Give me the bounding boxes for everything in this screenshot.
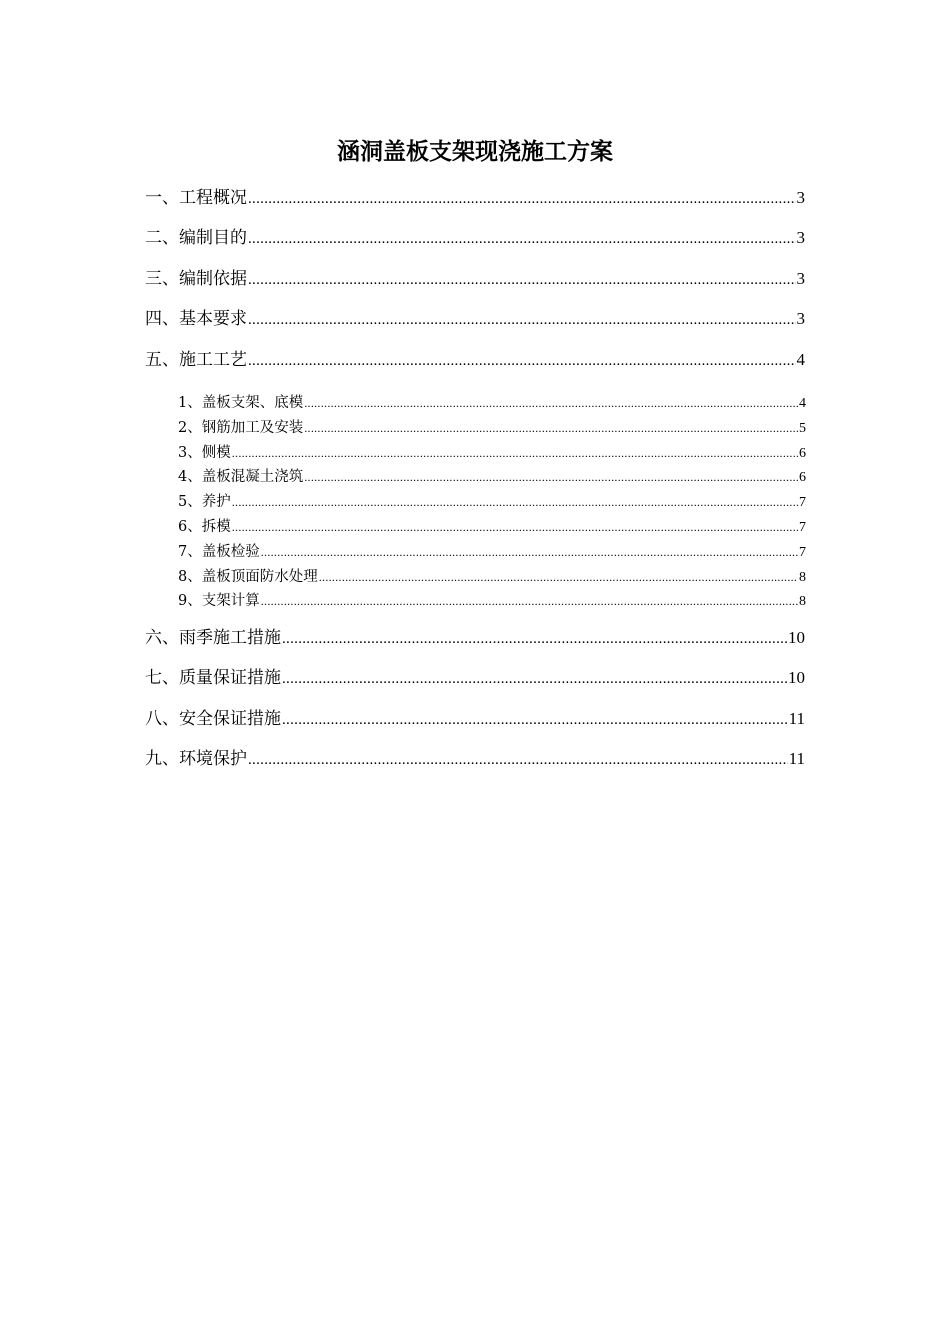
toc-entry-section-9[interactable] [145,747,805,772]
toc-dot-leader [261,542,798,562]
toc-page-number: 7 [799,545,806,560]
toc-dot-leader [248,308,796,332]
toc-dot-leader [248,748,788,772]
toc-dot-leader [248,349,796,373]
toc-dot-leader [248,227,796,251]
toc-page-number: 3 [796,228,805,247]
toc-entry-label: 五、施工工艺 [145,350,247,370]
toc-dot-leader [304,393,798,413]
toc-page-number: 11 [788,709,805,728]
toc-page-number: 3 [796,269,805,288]
toc-entry-section-7[interactable] [145,666,805,691]
toc-entry-section-6[interactable] [145,626,805,651]
toc-entry-label: 8、盖板顶面防水处理 [178,569,318,585]
toc-entry-section-2[interactable] [145,226,805,251]
toc-entry-label: 一、工程概况 [145,188,247,208]
toc-entry-label: 九、环境保护 [145,749,247,769]
toc-dot-leader [319,567,798,587]
toc-dot-leader [282,667,787,691]
toc-entry-section-3[interactable] [145,267,805,292]
toc-dot-leader [304,418,798,438]
toc-page-number: 10 [788,628,805,647]
toc-page-number: 6 [799,446,806,461]
toc-page-number: 3 [796,188,805,207]
toc-entry-label: 2、钢筋加工及安装 [178,420,304,436]
toc-entry-subsection-8[interactable] [178,567,806,588]
toc-dot-leader [232,517,798,537]
toc-entry-label: 6、拆模 [178,519,231,535]
toc-page-number: 7 [799,520,806,535]
toc-dot-leader [248,187,796,211]
toc-dot-leader [282,627,787,651]
toc-page-number: 8 [799,594,806,609]
toc-entry-section-4[interactable] [145,307,805,332]
toc-entry-label: 六、雨季施工措施 [145,628,281,648]
toc-entry-subsection-1[interactable] [178,393,806,414]
toc-page-number: 11 [788,749,805,768]
toc-entry-label: 三、编制依据 [145,269,247,289]
document-title: 涵洞盖板支架现浇施工方案 [337,138,613,165]
toc-dot-leader [232,443,798,463]
toc-entry-subsection-4[interactable] [178,467,806,488]
toc-dot-leader [282,708,788,732]
toc-entry-label: 四、基本要求 [145,309,247,329]
toc-entry-label: 1、盖板支架、底模 [178,395,304,411]
toc-page-number: 4 [796,350,805,369]
toc-entry-subsection-6[interactable] [178,517,806,538]
toc-page-number: 3 [796,309,805,328]
toc-entry-label: 4、盖板混凝土浇筑 [178,469,304,485]
toc-entry-label: 3、侧模 [178,445,231,461]
toc-entry-label: 7、盖板检验 [178,544,260,560]
toc-dot-leader [261,591,798,611]
toc-entry-label: 9、支架计算 [178,593,260,609]
toc-entry-label: 二、编制目的 [145,228,247,248]
toc-dot-leader [232,492,798,512]
toc-entry-subsection-3[interactable] [178,443,806,464]
toc-entry-label: 5、养护 [178,494,231,510]
toc-page-number: 10 [788,668,805,687]
toc-entry-subsection-7[interactable] [178,542,806,563]
toc-page-number: 8 [799,570,806,585]
toc-entry-label: 八、安全保证措施 [145,709,281,729]
toc-dot-leader [248,268,796,292]
toc-entry-section-5[interactable] [145,348,805,373]
toc-entry-section-1[interactable] [145,186,805,211]
toc-entry-section-8[interactable] [145,707,805,732]
toc-page-number: 6 [799,470,806,485]
toc-entry-subsection-5[interactable] [178,492,806,513]
toc-page-number: 7 [799,495,806,510]
toc-dot-leader [304,467,798,487]
toc-page-number: 4 [799,396,806,411]
toc-entry-subsection-9[interactable] [178,591,806,612]
toc-entry-label: 七、质量保证措施 [145,668,281,688]
toc-entry-subsection-2[interactable] [178,418,806,439]
toc-page-number: 5 [799,421,806,436]
